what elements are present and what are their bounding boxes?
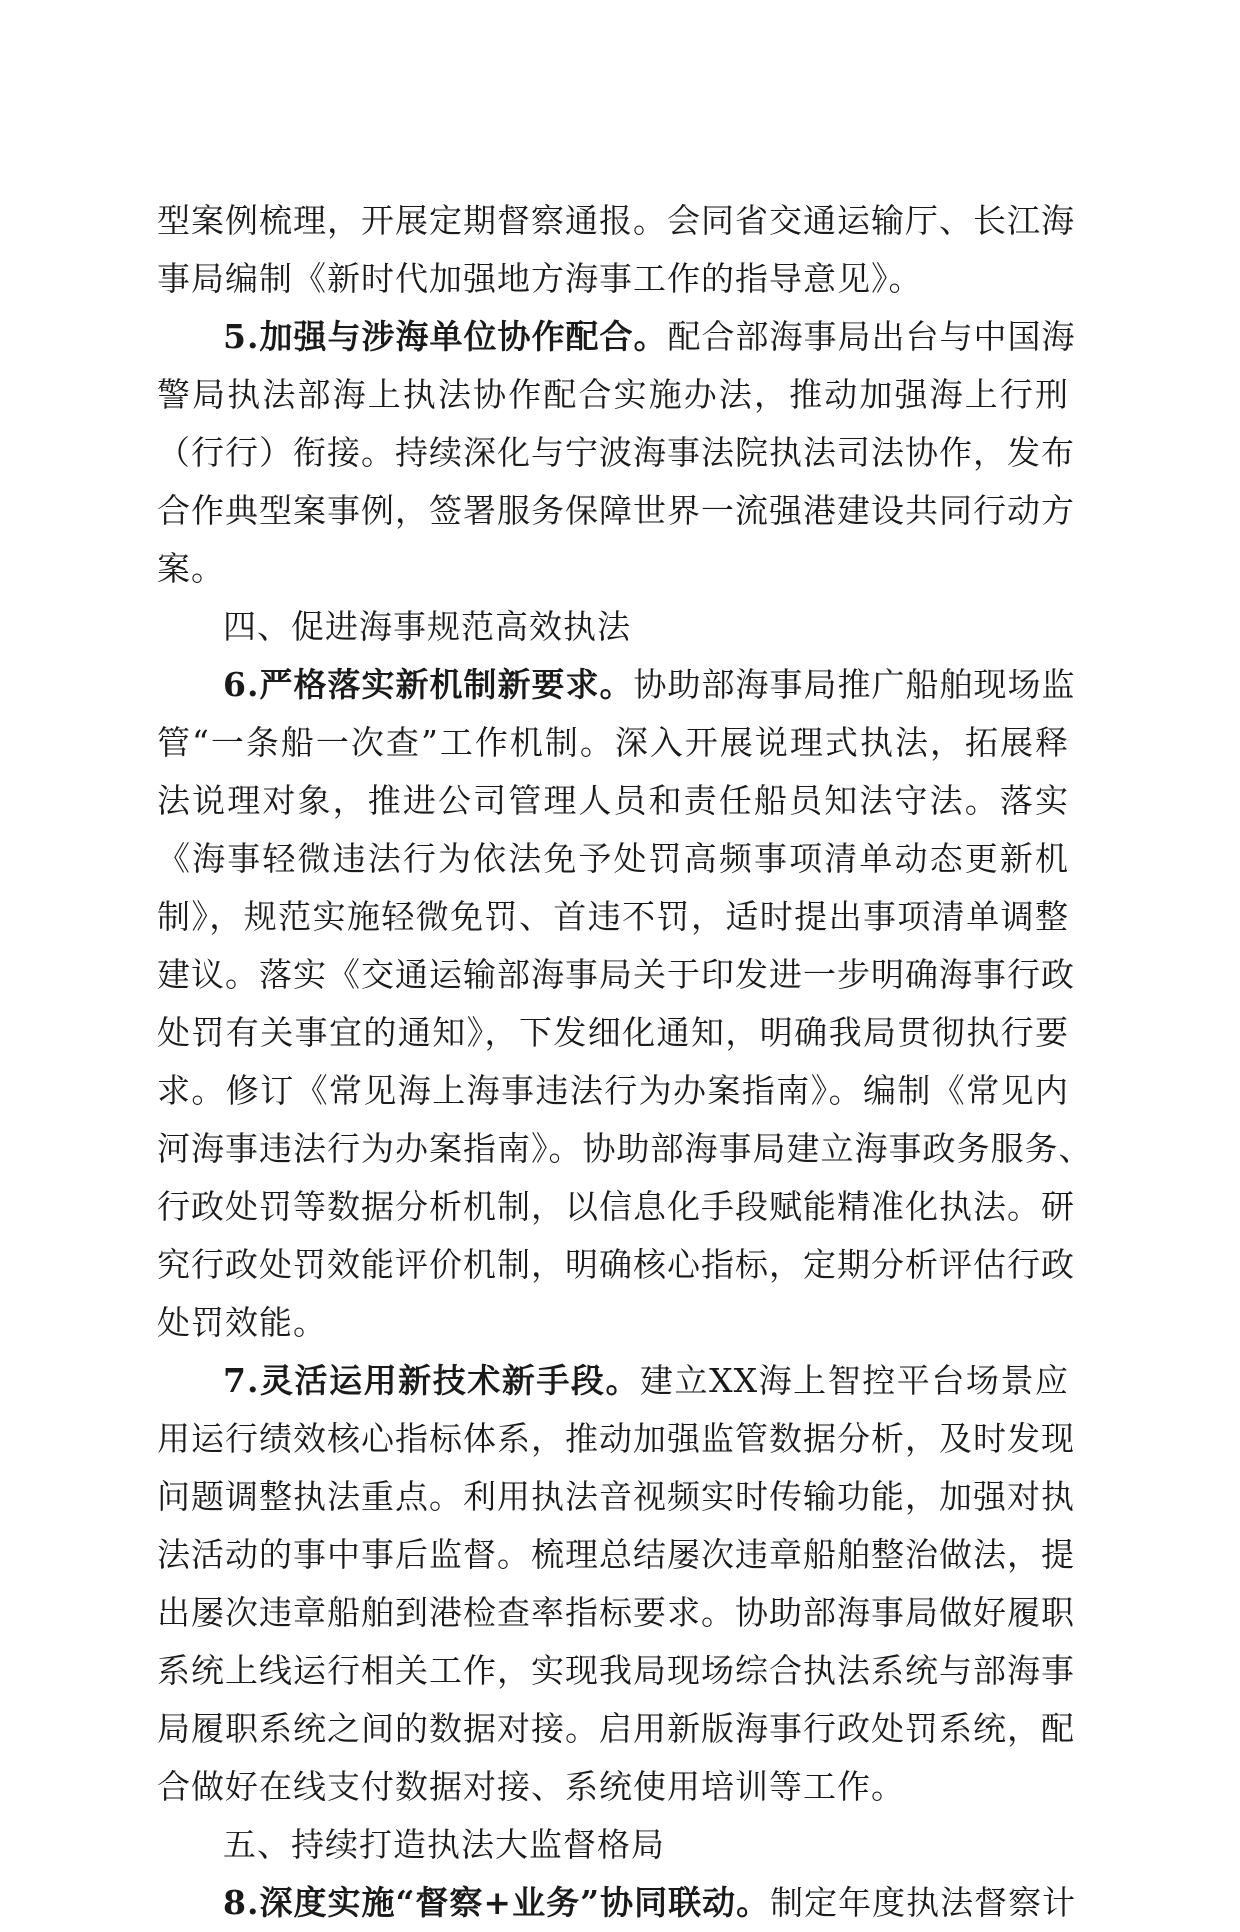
body-line: 处罚有关事宜的通知》，下发细化通知，明确我局贯彻执行要 — [157, 1013, 1069, 1052]
paragraph-text: 建立XX海上智控平台场景应 — [640, 1361, 1069, 1400]
body-line: 型案例梳理，开展定期督察通报。会同省交通运输厅、长江海 — [157, 201, 1075, 240]
paragraph-lead: 7.灵活运用新技术新手段。 — [223, 1361, 640, 1400]
body-line: 局履职系统之间的数据对接。启用新版海事行政处罚系统，配 — [157, 1709, 1075, 1748]
paragraph-lead: 5.加强与涉海单位协作配合。 — [223, 317, 668, 356]
body-line: 行政处罚等数据分析机制，以信息化手段赋能精准化执法。研 — [157, 1187, 1075, 1226]
body-line: 合做好在线支付数据对接、系统使用培训等工作。 — [157, 1767, 905, 1806]
paragraph-lead: 8.深度实施“督察+业务”协同联动。 — [223, 1883, 771, 1922]
body-line: 合作典型案事例，签署服务保障世界一流强港建设共同行动方 — [157, 491, 1075, 530]
body-line: 警局执法部海上执法协作配合实施办法，推动加强海上行刑 — [157, 375, 1069, 414]
body-line: 建议。落实《交通运输部海事局关于印发进一步明确海事行政 — [157, 955, 1075, 994]
body-line: 法说理对象，推进公司管理人员和责任船员知法守法。落实 — [157, 781, 1069, 820]
paragraph-text: 协助部海事局推广船舶现场监 — [633, 665, 1076, 704]
body-line: 出屡次违章船舶到港检查率指标要求。协助部海事局做好履职 — [157, 1593, 1075, 1632]
numbered-paragraph-start — [157, 656, 1076, 714]
body-line: 管“一条船一次查”工作机制。深入开展说理式执法，拓展释 — [157, 723, 1069, 762]
document-page — [157, 192, 1093, 1932]
section-heading: 四、促进海事规范高效执法 — [223, 607, 631, 646]
paragraph-lead: 6.严格落实新机制新要求。 — [223, 665, 634, 704]
body-line: 问题调整执法重点。利用执法音视频实时传输功能，加强对执 — [157, 1477, 1075, 1516]
body-line: 处罚效能。 — [157, 1303, 327, 1342]
body-line: 河海事违法行为办案指南》。协助部海事局建立海事政务服务、 — [157, 1129, 1093, 1168]
numbered-paragraph-start — [157, 1874, 1077, 1932]
body-line: 法活动的事中事后监督。梳理总结屡次违章船舶整治做法，提 — [157, 1535, 1075, 1574]
body-line: 案。 — [157, 549, 225, 588]
body-line: 《海事轻微违法行为依法免予处罚高频事项清单动态更新机 — [157, 839, 1069, 878]
numbered-paragraph-start — [157, 308, 1076, 366]
body-line: （行行）衔接。持续深化与宁波海事法院执法司法协作，发布 — [157, 433, 1075, 472]
section-heading: 五、持续打造执法大监督格局 — [223, 1825, 665, 1864]
numbered-paragraph-start — [157, 1352, 1069, 1410]
body-line: 系统上线运行相关工作，实现我局现场综合执法系统与部海事 — [157, 1651, 1075, 1690]
body-line: 事局编制《新时代加强地方海事工作的指导意见》。 — [157, 259, 923, 298]
body-line: 求。修订《常见海上海事违法行为办案指南》。编制《常见内 — [157, 1071, 1069, 1110]
body-line: 究行政处罚效能评价机制，明确核心指标，定期分析评估行政 — [157, 1245, 1075, 1284]
body-line: 制》，规范实施轻微免罚、首违不罚，适时提出事项清单调整 — [157, 897, 1069, 936]
body-line: 用运行绩效核心指标体系，推动加强监管数据分析，及时发现 — [157, 1419, 1075, 1458]
paragraph-text: 配合部海事局出台与中国海 — [667, 317, 1076, 356]
paragraph-text: 制定年度执法督察计 — [770, 1883, 1077, 1922]
